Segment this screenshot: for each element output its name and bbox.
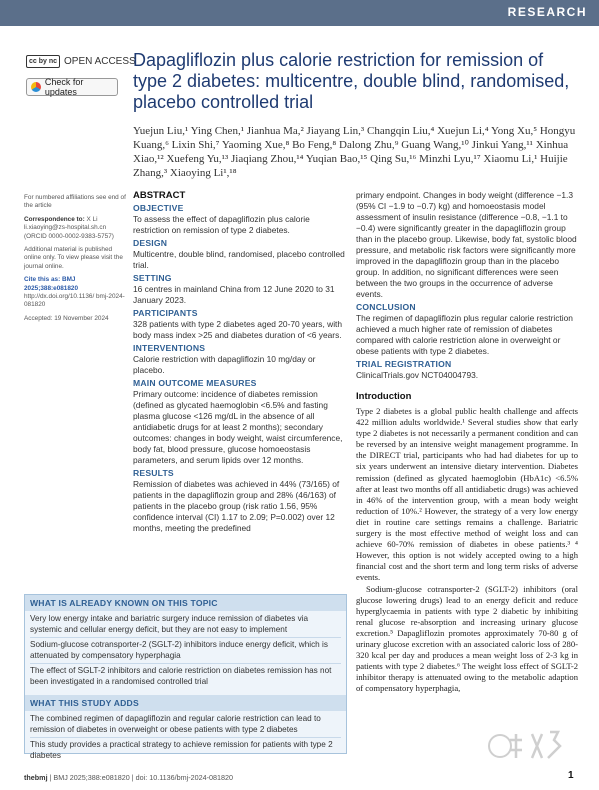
footer-citation: | BMJ 2025;388:e081820 | doi: 10.1136/bmj-2024-081820 [49,773,233,782]
results-heading: RESULTS [133,468,174,478]
adds-box-body [25,711,346,769]
known-box-body [25,611,346,695]
setting-heading: SETTING [133,273,172,283]
check-updates-label: Check for updates [44,77,84,97]
open-access-badge [26,55,136,68]
participants-heading: PARTICIPANTS [133,308,198,318]
article-sidebar [24,194,128,328]
cite-label: Cite this as: BMJ 2025;388:e081820 [24,276,79,292]
design-text: Multicentre, double blind, randomised, placebo controlled trial. [133,249,345,270]
design-heading: DESIGN [133,238,168,248]
author-list: Yuejun Liu,¹ Ying Chen,¹ Jianhua Ma,² Jiayang Lin,³ Changqin Liu,⁴ Xuejun Li,⁴ Yong Xu,⁵ Hongyu Kuang,⁶ Lixin Shi,⁷ Yaoming Xue,⁸ Bo Feng,⁸ Dalong Zhu,⁹ Guang Wang,¹⁰ Jinkui Yang,¹¹ Xinhua Xiao,¹² Xuefeng Yu,¹³ Jiaqiang Zhou,¹⁴ Yuqian Bao,¹⁵ Qing Su,¹⁶ Minzhi Lyu,¹⁷ Xiaomu Li,¹ Huijie Zhang,³ Xiaoying Li¹,¹⁸ [133,125,576,179]
registration-heading: TRIAL REGISTRATION [356,359,452,369]
outcomes-text: Primary outcome: incidence of diabetes remission (defined as glycated haemoglobin <6.5% and fasting plasma glucose <126 mg/dL in the absence of all antidiabetic drugs for at least 2 months); secondary outcomes: changes in body weight, waist circumference, body fat, blood pressure, glucose homoeostasis parameters, and serum lipids over 12 months. [133,389,343,465]
page-footer [24,773,233,782]
conclusion-heading: CONCLUSION [356,302,416,312]
article-title: Dapagliflozin plus calorie restriction for remission of type 2 diabetes: multicentre, double blind, randomised, placebo controlled trial [133,50,570,112]
objective-heading: OBJECTIVE [133,203,184,213]
known-item: The effect of SGLT-2 inhibitors and calorie restriction on diabetes remission has not been investigated in a randomised controlled trial [30,666,332,686]
intro-paragraph-1: Type 2 diabetes is a global public health challenge and affects 422 million adults worldwide.¹ Several studies show that early type 2 diabetes is not necessarily a permanent condition and can be reversed by an intensive weight management programme. In the DIRECT trial, participants who had had diabetes for up to six years underwent an intensive dietary intervention. Diabetes remission (defined as glycated haemoglobin (HbA1c) <6.5% after at least two months off all antidiabetic drugs) was achieved in 46% of the intervention group, with a mean body weight reduction of 10%.² However, the strategy of a very low energy diet in routine care settings remains a challenge. Bariatric surgery is the most effective method of weight loss and can achieve 60-70% remission of diabetes in obese patients.³ ⁴ However, this option is not widely accepted owing to a high financial cost and the short term and long term risks of adverse events. [356,406,578,583]
participants-text: 328 patients with type 2 diabetes aged 20-70 years, with body mass index >25 and diabetes duration of <6 years. [133,319,343,340]
summary-box [24,594,347,760]
citation-block [24,276,128,310]
section-banner [0,0,599,26]
adds-item: The combined regimen of dapagliflozin and regular calorie restriction can lead to remission of diabetes in overweight or obese patients with type 2 diabetes [30,714,341,738]
abstract-column-2 [356,190,578,694]
doi-link[interactable]: http://dx.doi.org/10.1136/ bmj-2024-081820 [24,293,125,309]
correspondence-text[interactable]: X Li li.xiaoying@zs-hospital.sh.cn (ORCID 0000-0002-9383-5757) [24,215,114,240]
check-for-updates-button[interactable] [26,78,118,96]
journal-logo: thebmj [24,773,48,782]
interventions-heading: INTERVENTIONS [133,343,206,353]
results-text: Remission of diabetes was achieved in 44% (73/165) of patients in the dapagliflozin group and 28% (46/163) of patients in the placebo group (risk ratio 1.56, 95% confidence interval (CI) 1.17 to 2.09; P=0.002) over 12 months, meeting the predefined [133,479,340,533]
results-continued: primary endpoint. Changes in body weight (difference −1.3 (95% CI −1.9 to −0.7) kg) and homoeostasis model assessment of insulin resistance (difference −0.8, −1.1 to −0.4) were significantly greater in the dapagliflozin group than in the placebo group. Likewise, body fat, systolic blood pressure, and metabolic risk factors were significantly more improved in the dapagliflozin group than in the placebo group. In addition, no significant differences were seen between the two groups in the occurrence of adverse events. [356,190,577,299]
correspondence-label: Correspondence to: [24,215,85,223]
adds-box-heading: WHAT THIS STUDY ADDS [25,695,346,711]
section-label: RESEARCH [507,5,587,19]
page-number: 1 [568,770,574,781]
abstract-heading: ABSTRACT [133,190,186,201]
outcomes-heading: MAIN OUTCOME MEASURES [133,378,257,388]
conclusion-text: The regimen of dapagliflozin plus regular calorie restriction achieved a much higher rate of remission of diabetes compared with calorie restriction alone in overweight or obese patients with type 2 diabetes. [356,313,573,356]
affiliations-note: For numbered affiliations see end of the article [24,194,126,210]
crossmark-icon [31,82,41,92]
introduction-heading: Introduction [356,391,412,402]
setting-text: 16 centres in mainland China from 12 June 2020 to 31 January 2023. [133,284,335,305]
correspondence [24,216,128,241]
objective-text: To assess the effect of dapagliflozin plus calorie restriction on remission of type 2 diabetes. [133,214,310,235]
additional-material-note: Additional material is published online only. To view please visit the journal online. [24,246,123,270]
known-box-heading: WHAT IS ALREADY KNOWN ON THIS TOPIC [25,595,346,611]
known-item: Sodium-glucose cotransporter-2 (SGLT-2) inhibitors induce energy deficit, which is attenuated by compensatory hyperphagia [30,640,341,664]
abstract-column-1 [133,190,346,536]
open-access-label: OPEN ACCESS [64,56,136,67]
registration-text[interactable]: ClinicalTrials.gov NCT04004793. [356,370,479,380]
interventions-text: Calorie restriction with dapagliflozin 10 mg/day or placebo. [133,354,316,375]
introduction-body [356,406,578,694]
university-watermark-icon [486,716,566,776]
creative-commons-icon: cc by nc [26,55,60,68]
adds-item: This study provides a practical strategy to achieve remission for patients with type 2 diabetes [30,740,333,760]
accepted-date: Accepted: 19 November 2024 [24,314,109,322]
intro-paragraph-2: Sodium-glucose cotransporter-2 (SGLT-2) inhibitors (oral glucose lowering drugs) lead to an energy deficit and reduce hyperglycaemia in patients with type 2 diabetic by inhibiting renal glucose re-absorption and increasing urinary glucose excretion.⁵ Dapagliflozin promotes approximately 70-80 g of urinary glucose excretion with an associated caloric loss of 280-320 kcal per day and produces a mean weight loss of 2-3 kg in patients with type 2 diabetes.⁶ The weight loss effect of SGLT-2 inhibitor therapy is attenuated owing to the metabolic adaption of compensatory hyperphagia, [356,583,578,694]
known-item: Very low energy intake and bariatric surgery induce remission of diabetes via systemic and cellular energy deficit, but they are not easy to implement [30,614,341,638]
